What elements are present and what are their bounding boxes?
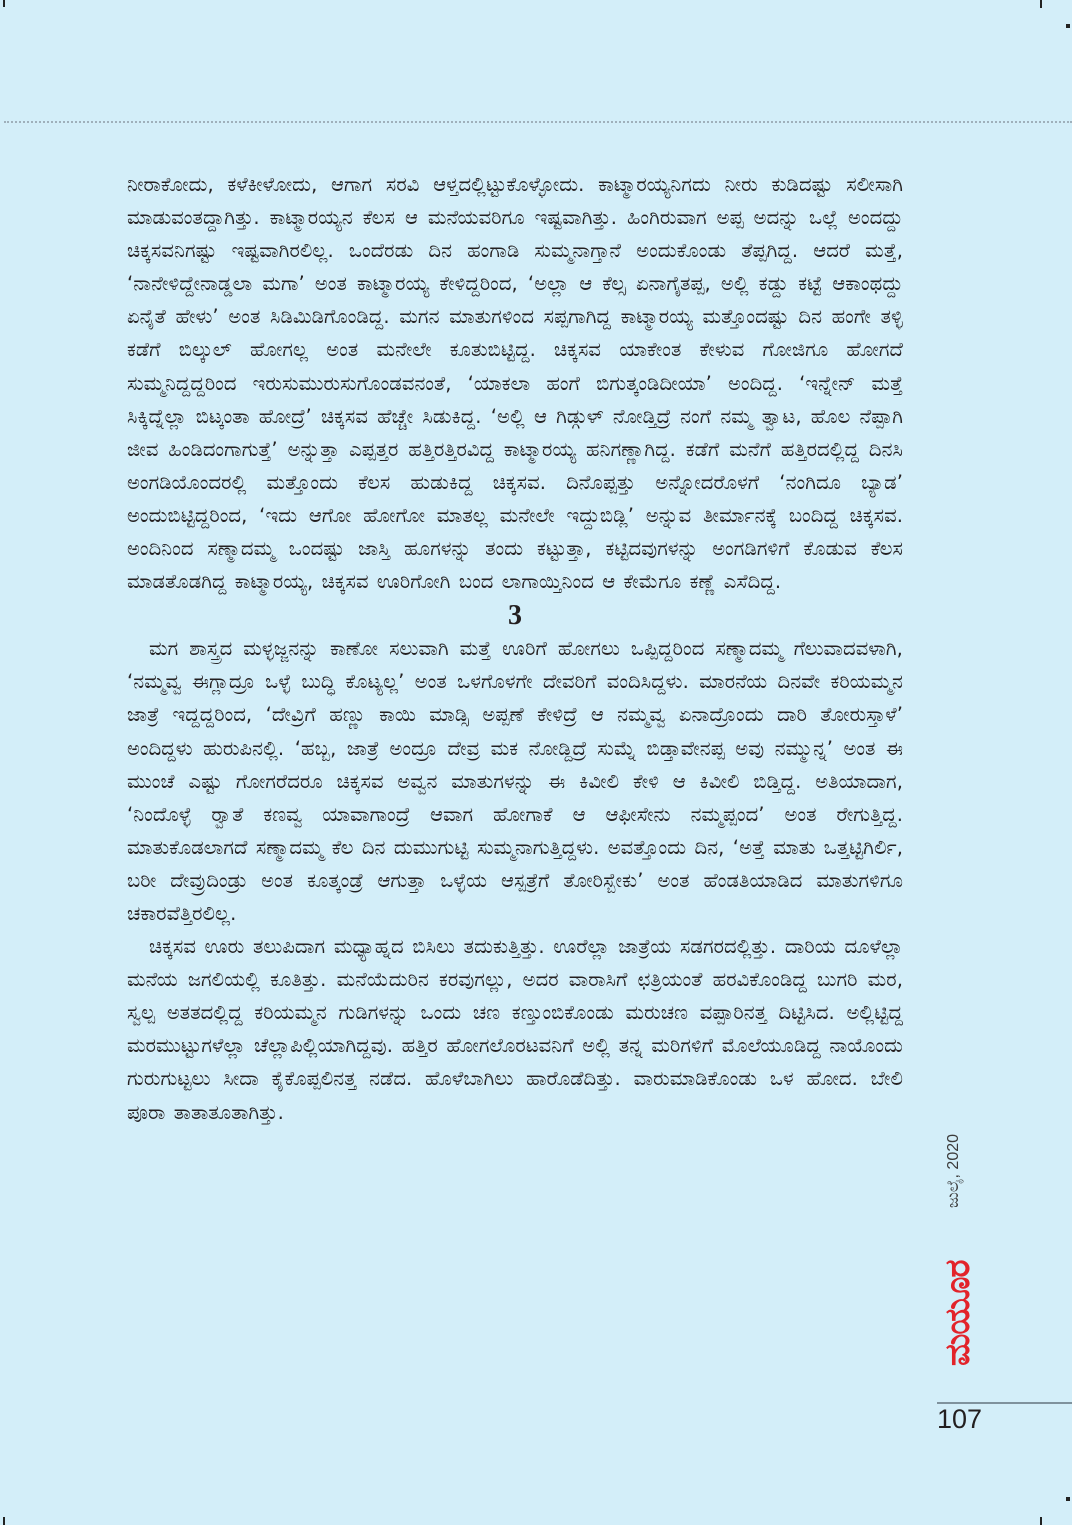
header-dotted-divider [4, 121, 1072, 123]
page-number: 107 [937, 1404, 983, 1434]
article-body [127, 168, 903, 1129]
crop-mark-top-right [1040, 0, 1042, 8]
crop-mark-top-left [3, 0, 5, 7]
crop-mark-right-top [1066, 24, 1070, 28]
article-paragraph: ಮಗ ಶಾಸ್ತ್ರದ ಮಳ್ಳಜ್ಜನನ್ನು ಕಾಣೋ ಸಲುವಾಗಿ ಮತ್ತೆ ಊರಿಗೆ ಹೋಗಲು ಒಪ್ಪಿದ್ದರಿಂದ ಸಣ್ಮಾದಮ್ಮ ಗೆಲುವಾದವಳಾಗಿ, ‘ನಮ್ಮವ್ವ ಈಗ್ಲಾದ್ರೂ ಒಳ್ಳೆ ಬುದ್ಧಿ ಕೊಟ್ಯಲ್ಲ’ ಅಂತ ಒಳಗೊಳಗೇ ದೇವರಿಗೆ ವಂದಿಸಿದ್ದಳು. ಮಾರನೆಯ ದಿನವೇ ಕರಿಯಮ್ಮನ ಜಾತ್ರೆ ಇದ್ದದ್ದರಿಂದ, ‘ದೇವ್ರಿಗೆ ಹಣ್ಣು ಕಾಯಿ ಮಾಡ್ಸಿ ಅಪ್ಪಣೆ ಕೇಳಿದ್ರೆ ಆ ನಮ್ಮವ್ವ ಏನಾದ್ರೊಂದು ದಾರಿ ತೋರುಸ್ತಾಳೆ’ ಅಂದಿದ್ದಳು ಹುರುಪಿನಲ್ಲಿ. ‘ಹಬ್ಬ, ಜಾತ್ರೆ ಅಂದ್ರೂ ದೇವ್ರ ಮಕ ನೋಡ್ದಿದ್ರೆ ಸುಮ್ನೆ ಬಿಡ್ತಾವೇನಪ್ಪ ಅವು ನಮ್ಮುನ್ನ’ ಅಂತ ಈ ಮುಂಚೆ ಎಷ್ಟು ಗೋಗರೆದರೂ ಚಿಕ್ಕಸವ ಅವ್ವನ ಮಾತುಗಳನ್ನು ಈ ಕಿವೀಲಿ ಕೇಳಿ ಆ ಕಿವೀಲಿ ಬಿಡ್ತಿದ್ದ. ಅತಿಯಾದಾಗ, ‘ನಿಂದೊಳ್ಳೆ ರ್‍ವಾತೆ ಕಣವ್ವ ಯಾವಾಗಾಂದ್ರೆ ಆವಾಗ ಹೋಗಾಕೆ ಆ ಆಫೀಸೇನು ನಮ್ಮಪ್ಪಂದ’ ಅಂತ ರೇಗುತ್ತಿದ್ದ. ಮಾತುಕೊಡಲಾಗದೆ ಸಣ್ಮಾದಮ್ಮ ಕೆಲ ದಿನ ದುಮುಗುಟ್ಟಿ ಸುಮ್ಮನಾಗುತ್ತಿದ್ದಳು. ಅವತ್ತೊಂದು ದಿನ, ‘ಅತ್ತೆ ಮಾತು ಒತ್ತಟ್ಟಿಗಿರ್ಲಿ, ಬರೀ ದೇವ್ರುದಿಂಡ್ರು ಅಂತ ಕೂತ್ಕಂಡ್ರೆ ಆಗುತ್ತಾ ಒಳ್ಳೆಯ ಆಸ್ಪತ್ರೆಗೆ ತೋರಿಸ್ಬೇಕು’ ಅಂತ ಹೆಂಡತಿಯಾಡಿದ ಮಾತುಗಳಿಗೂ ಚಕಾರವೆತ್ತಿರಲಿಲ್ಲ. [127, 637, 903, 925]
magazine-logo: ಮಯೂರ [938, 1260, 978, 1366]
section-number: 3 [508, 600, 522, 632]
crop-mark-bottom-left [3, 1517, 5, 1525]
article-paragraph: ಚಿಕ್ಕಸವ ಊರು ತಲುಪಿದಾಗ ಮಧ್ಯಾಹ್ನದ ಬಿಸಿಲು ತದುಕುತ್ತಿತ್ತು. ಊರೆಲ್ಲಾ ಜಾತ್ರೆಯ ಸಡಗರದಲ್ಲಿತ್ತು. ದಾರಿಯ ದೂಳೆಲ್ಲಾ ಮನೆಯ ಜಗಲಿಯಲ್ಲಿ ಕೂತಿತ್ತು. ಮನೆಯೆದುರಿನ ಕರವುಗಲ್ಲು, ಅದರ ವಾರಾಸಿಗೆ ಛತ್ರಿಯಂತೆ ಹರವಿಕೊಂಡಿದ್ದ ಬುಗರಿ ಮರ, ಸ್ವಲ್ಪ ಅತತದಲ್ಲಿದ್ದ ಕರಿಯಮ್ಮನ ಗುಡಿಗಳನ್ನು ಒಂದು ಚಣ ಕಣ್ತುಂಬಿಕೊಂಡು ಮರುಚಣ ವಪ್ಪಾರಿನತ್ತ ದಿಟ್ಟಿಸಿದ. ಅಲ್ಲಿಟ್ಟಿದ್ದ ಮರಮುಟ್ಟುಗಳೆಲ್ಲಾ ಚೆಲ್ಲಾಪಿಲ್ಲಿಯಾಗಿದ್ದವು. ಹತ್ತಿರ ಹೋಗಲೊರಟವನಿಗೆ ಅಲ್ಲಿ ತನ್ನ ಮರಿಗಳಿಗೆ ಮೊಲೆಯೂಡಿದ್ದ ನಾಯೊಂದು ಗುರುಗುಟ್ಟಲು ಸೀದಾ ಕೈಕೊಪ್ಪಲಿನತ್ತ ನಡೆದ. ಹೊಳೆಬಾಗಿಲು ಹಾರೊಡೆದಿತ್ತು. ವಾರುಮಾಡಿಕೊಂಡು ಒಳ ಹೋದ. ಬೇಲಿ ಪೂರಾ ತಾತಾತೂತಾಗಿತ್ತು. [127, 935, 903, 1124]
article-paragraph-continued: ನೀರಾಕೋದು, ಕಳೆಕೀಳೋದು, ಆಗಾಗ ಸರವಿ ಆಳ್ತದಲ್ಲಿಟ್ಟುಕೊಳ್ಳೋದು. ಕಾಟ್ಮಾರಯ್ಯನಿಗದು ನೀರು ಕುಡಿದಷ್ಟು ಸಲೀಸಾಗಿ ಮಾಡುವಂತದ್ದಾಗಿತ್ತು. ಕಾಟ್ಮಾರಯ್ಯನ ಕೆಲಸ ಆ ಮನೆಯವರಿಗೂ ಇಷ್ಟವಾಗಿತ್ತು. ಹಿಂಗಿರುವಾಗ ಅಪ್ಪ ಅದನ್ನು ಒಲ್ಲೆ ಅಂದದ್ದು ಚಿಕ್ಕಸವನಿಗಷ್ಟು ಇಷ್ಟವಾಗಿರಲಿಲ್ಲ. ಒಂದೆರಡು ದಿನ ಹಂಗಾಡಿ ಸುಮ್ಮನಾಗ್ತಾನೆ ಅಂದುಕೊಂಡು ತೆಪ್ಪಗಿದ್ದ. ಆದರೆ ಮತ್ತೆ, ‘ನಾನೇಳಿದ್ದೇನಾಡ್ಡಲಾ ಮಗಾ’ ಅಂತ ಕಾಟ್ಮಾರಯ್ಯ ಕೇಳಿದ್ದರಿಂದ, ‘ಅಲ್ಲಾ ಆ ಕೆಲ್ಸ ಏನಾಗೈತಪ್ಪ, ಅಲ್ಲಿ ಕಡ್ದು ಕಟ್ಟೆ ಆಕಾಂಥದ್ದು ಏನೈತೆ ಹೇಳು’ ಅಂತ ಸಿಡಿಮಿಡಿಗೊಂಡಿದ್ದ. ಮಗನ ಮಾತುಗಳಿಂದ ಸಪ್ಪಗಾಗಿದ್ದ ಕಾಟ್ಮಾರಯ್ಯ ಮತ್ತೊಂದಷ್ಟು ದಿನ ಹಂಗೇ ತಳ್ಳಿ ಕಡೆಗೆ ಬಿಲ್ಕುಲ್ ಹೋಗಲ್ಲ ಅಂತ ಮನೇಲೇ ಕೂತುಬಿಟ್ಟಿದ್ದ. ಚಿಕ್ಕಸವ ಯಾಕೇಂತ ಕೇಳುವ ಗೋಜಿಗೂ ಹೋಗದೆ ಸುಮ್ಮನಿದ್ದದ್ದರಿಂದ ಇರುಸುಮುರುಸುಗೊಂಡವನಂತೆ, ‘ಯಾಕಲಾ ಹಂಗೆ ಬಿಗುತ್ಕಂಡಿದೀಯಾ’ ಅಂದಿದ್ದ. ‘ಇನ್ನೇನ್ ಮತ್ತೆ ಸಿಕ್ಕಿದ್ನೆಲ್ಲಾ ಬಿಟ್ಕಂತಾ ಹೋದ್ರೆ’ ಚಿಕ್ಕಸವ ಹೆಚ್ಚೇ ಸಿಡುಕಿದ್ದ. ‘ಅಲ್ಲಿ ಆ ಗಿಡ್ಗುಳ್ ನೋಡ್ತಿದ್ರೆ ನಂಗೆ ನಮ್ಮ ತ್ವಾಟ, ಹೊಲ ನೆಪ್ಪಾಗಿ ಜೀವ ಹಿಂಡಿದಂಗಾಗುತ್ತೆ’ ಅನ್ನುತ್ತಾ ಎಪ್ಪತ್ತರ ಹತ್ತಿರತ್ತಿರವಿದ್ದ ಕಾಟ್ಮಾರಯ್ಯ ಹನಿಗಣ್ಣಾಗಿದ್ದ. ಕಡೆಗೆ ಮನೆಗೆ ಹತ್ತಿರದಲ್ಲಿದ್ದ ದಿನಸಿ ಅಂಗಡಿಯೊಂದರಲ್ಲಿ ಮತ್ತೊಂದು ಕೆಲಸ ಹುಡುಕಿದ್ದ ಚಿಕ್ಕಸವ. ದಿನೊಪ್ಪತ್ತು ಅನ್ನೋದರೊಳಗೆ ‘ನಂಗಿದೂ ಬ್ಯಾಡ’ ಅಂದುಬಿಟ್ಟಿದ್ದರಿಂದ, ‘ಇದು ಆಗೋ ಹೋಗೋ ಮಾತಲ್ಲ ಮನೇಲೇ ಇದ್ದುಬಿಡ್ಲಿ’ ಅನ್ನುವ ತೀರ್ಮಾನಕ್ಕೆ ಬಂದಿದ್ದ ಚಿಕ್ಕಸವ. ಅಂದಿನಿಂದ ಸಣ್ಮಾದಮ್ಮ ಒಂದಷ್ಟು ಜಾಸ್ತಿ ಹೂಗಳನ್ನು ತಂದು ಕಟ್ಟುತ್ತಾ, ಕಟ್ಟಿದವುಗಳನ್ನು ಅಂಗಡಿಗಳಿಗೆ ಕೊಡುವ ಕೆಲಸ ಮಾಡತೊಡಗಿದ್ದ ಕಾಟ್ಮಾರಯ್ಯ, ಚಿಕ್ಕಸವ ಊರಿಗೋಗಿ ಬಂದ ಲಾಗಾಯ್ತಿನಿಂದ ಆ ಕೇಮೆಗೂ ಕಣ್ಣೆ ಎಸೆದಿದ್ದ. [127, 173, 903, 594]
crop-mark-bottom-right [1040, 1517, 1042, 1525]
crop-mark-right-bottom [1066, 1497, 1070, 1501]
issue-date: ಜುಲೈ, 2020 [945, 1133, 962, 1208]
